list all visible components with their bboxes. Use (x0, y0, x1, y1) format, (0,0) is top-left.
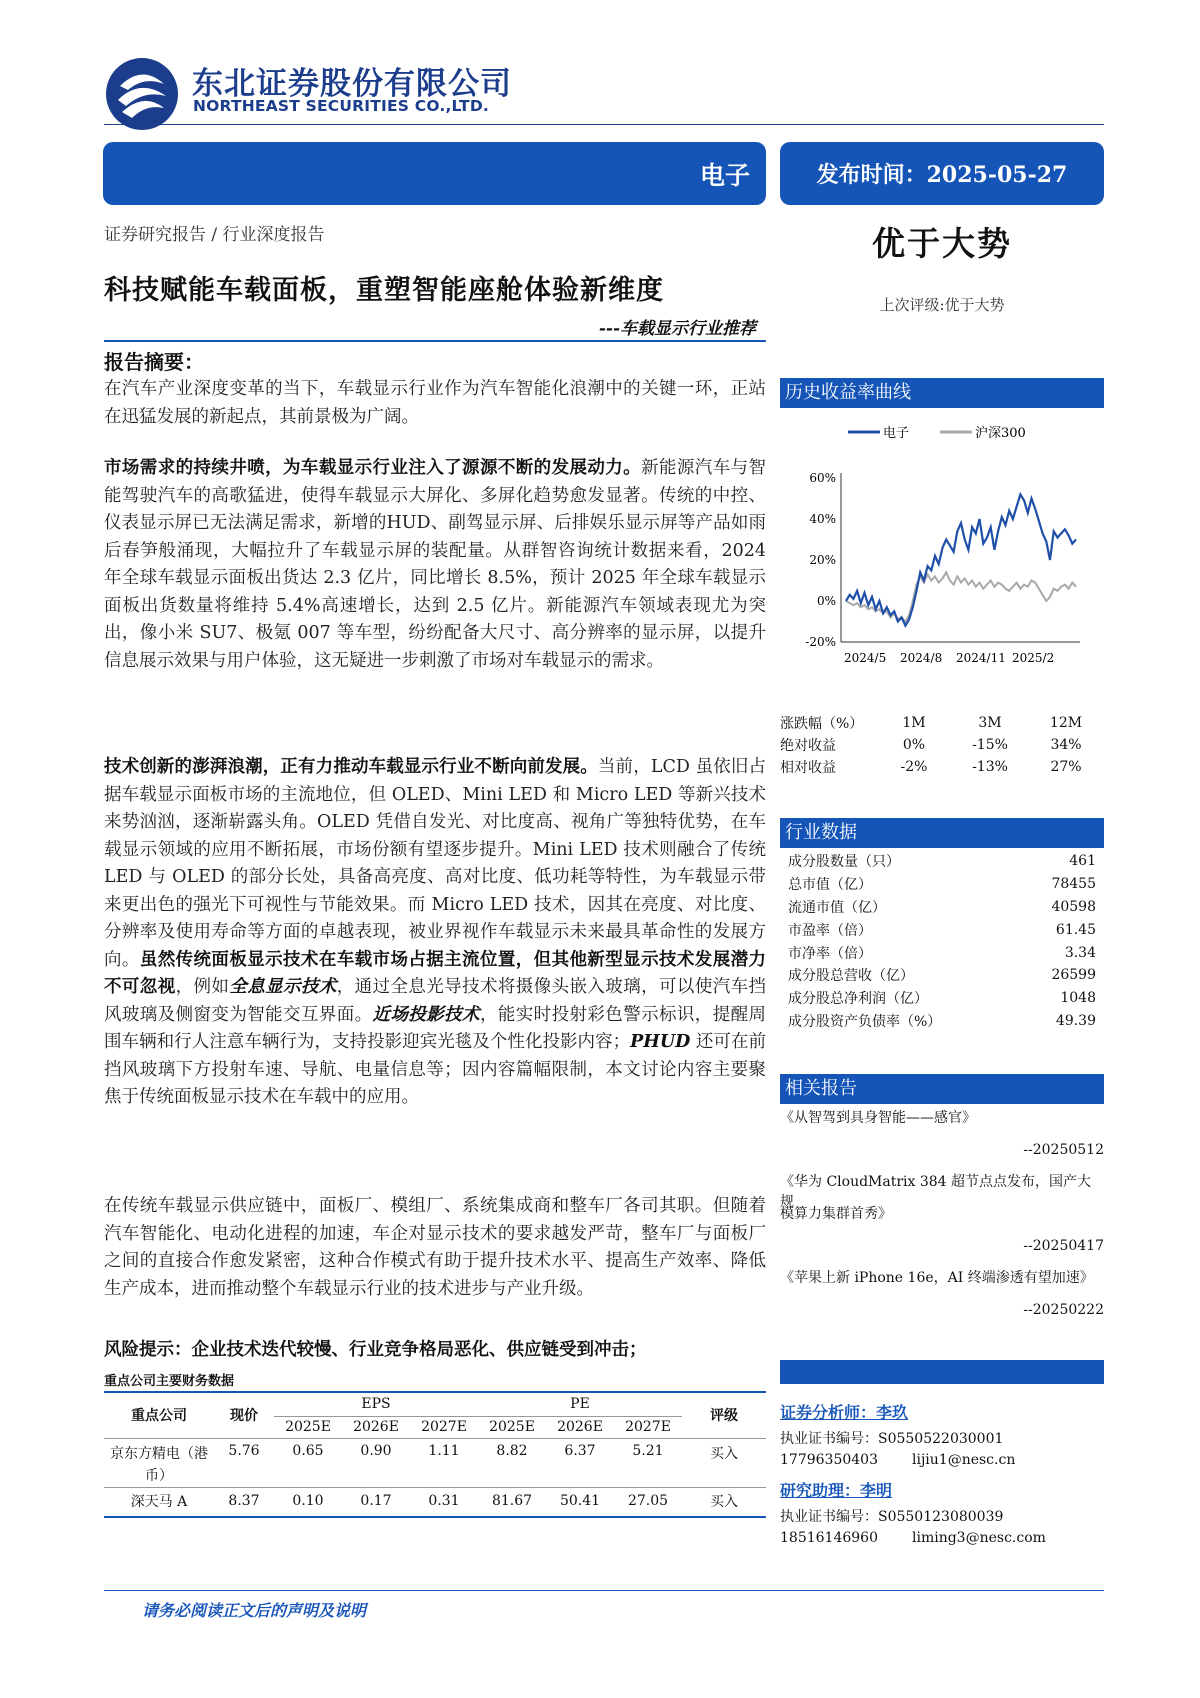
risk-warning: 风险提示：企业技术迭代较慢、行业竞争格局恶化、供应链受到冲击； (104, 1340, 647, 1360)
th-year: 2025E (489, 1419, 535, 1435)
holographic-term: 全息显示技术 (229, 977, 337, 997)
cell-value: 5.21 (614, 1438, 682, 1487)
paragraph-2-body: 新能源汽车与智能驾驶汽车的高歌猛进，使得车载显示大屏化、多屏化趋势愈发显著。传统的中控、仪表显示屏已无法满足需求，新增的HUD、副驾显示屏、后排娱乐显示屏等产品如雨后春笋般涌现，大幅拉升了车载显示屏的装配量。从群智咨询统计数据来看，2024 年全球车载显示面板出货达 2.3 亿片，同比增长 8.5%，预计 2025 年全球车载显示面板出货数量将维持 5.4%高速增长，达到 2.5 亿片。新能源汽车领域表现尤为突出，像小米 SU7、极氪 007 等车型，纷纷配备大尺寸、高分辨率的显示屏，以提升信息展示效果与用户体验，这无疑进一步刺激了市场对车载显示的需求。 (104, 458, 767, 671)
related-report-title-cont[interactable]: 模算力集群首秀》 (780, 1206, 892, 1222)
table-row (780, 712, 1104, 734)
return-chart (780, 418, 1104, 683)
paragraph-3-body-a: 当前，LCD 虽依旧占据车载显示面板市场的主流地位，但 OLED、Mini LED 和 Micro LED 等新兴技术来势汹汹，逐渐崭露头角。OLED 凭借自发光、对比度高、视角广等独特优势，在车载显示领域的应用不断拓展，市场份额有望逐步提升。Mini LED 技术则融合了传统 LED 与 OLED 的部分长处，具备高亮度、高对比度、低功耗等特性，为车载显示带来更出色的强光下可视性与节能效果。而 Micro LED 技术，因其在亮度、对比度、分辨率及使用寿命等方面的卓越表现，被业界视作车载显示未来最具革命性的发展方向。 (104, 757, 767, 970)
ind-label: 市净率（倍） (788, 945, 872, 962)
ind-value: 61.45 (1055, 921, 1096, 938)
phud-term: PHUD (630, 1032, 691, 1052)
sector-banner (103, 142, 766, 205)
y-tick-label: 60% (809, 471, 836, 485)
assistant-cert: 执业证书编号：S0550123080039 (780, 1509, 1004, 1525)
ind-value: 3.34 (1064, 944, 1096, 961)
paragraph-3-bold: 虽然传统面板显示技术在车载市场占据主流位置，但其他新型显示技术发展潜力不可忽视 (104, 949, 767, 997)
cell-company: 深天马 A (104, 1487, 214, 1515)
header-divider (104, 124, 1104, 125)
series-line-electronics (846, 494, 1076, 625)
cell-value: 81.67 (478, 1487, 546, 1515)
ind-value: 49.39 (1055, 1012, 1096, 1029)
ind-label: 市盈率（倍） (788, 922, 872, 939)
y-tick-label: 20% (809, 553, 836, 567)
related-report-date: --20250417 (1023, 1238, 1104, 1254)
sector-label: 电子 (699, 161, 750, 190)
th-year: 2027E (421, 1419, 467, 1435)
ind-value: 40598 (1051, 898, 1096, 915)
performance-table (780, 712, 1104, 778)
y-tick-label: 40% (809, 512, 836, 526)
x-tick-label: 2024/11 (956, 651, 1006, 665)
fin-table-bottom-rule (104, 1516, 766, 1518)
perf-value: -2% (900, 759, 928, 775)
ind-value: 78455 (1051, 876, 1096, 893)
ind-label: 成分股数量（只） (788, 854, 900, 871)
ind-label: 成分股总营收（亿） (788, 968, 914, 985)
paragraph-2-lead: 市场需求的持续井喷，为车载显示行业注入了源源不断的发展动力。 (104, 458, 642, 478)
perf-header: 涨跌幅（%） (780, 716, 864, 732)
y-tick-label: -20% (805, 635, 836, 649)
table-row (780, 734, 1104, 756)
analyst-section-bar (780, 1360, 1104, 1384)
industry-data-table (780, 850, 1104, 1032)
x-tick-label: 2024/5 (844, 651, 887, 665)
company-logo-icon (104, 56, 180, 132)
table-row (780, 850, 1104, 873)
table-row (780, 756, 1104, 778)
cell-value: 1.11 (410, 1438, 478, 1487)
cell-value: 0.65 (274, 1438, 342, 1487)
x-tick-label: 2024/8 (900, 651, 943, 665)
th-eps: EPS (274, 1392, 478, 1416)
company-name-en: NORTHEAST SECURITIES CO.,LTD. (193, 97, 489, 115)
assistant-name: 研究助理：李明 (780, 1481, 893, 1500)
cell-value: 0.17 (342, 1487, 410, 1515)
x-tick-label: 2025/2 (1012, 651, 1055, 665)
title-divider (104, 340, 766, 342)
cell-value: 6.37 (546, 1438, 614, 1487)
publish-date: 发布时间：2025-05-27 (816, 162, 1068, 188)
cell-company: 京东方精电（港币） (104, 1438, 214, 1487)
th-price: 现价 (230, 1407, 258, 1424)
table-row (780, 873, 1104, 896)
table-row (780, 987, 1104, 1010)
table-row (780, 941, 1104, 964)
ind-label: 成分股资产负债率（%） (788, 1013, 942, 1030)
th-company: 重点公司 (131, 1407, 187, 1424)
related-report-title[interactable]: 《从智驾到具身智能——感官》 (780, 1110, 976, 1126)
perf-value: -13% (972, 759, 1008, 775)
ind-label: 总市值（亿） (788, 877, 872, 894)
company-name-cn: 东北证券股份有限公司 (192, 66, 512, 102)
related-report-title[interactable]: 《华为 CloudMatrix 384 超节点点发布，国产大规 (780, 1174, 1092, 1210)
ind-label: 流通市值（亿） (788, 899, 886, 916)
paragraph-3-body-c: ，通过全息光导技术将摄像头嵌入玻璃，可以使汽车挡风玻璃及侧窗变为智能交互界面。 (104, 977, 767, 1025)
cell-rating: 买入 (682, 1487, 766, 1515)
cell-value: 0.90 (342, 1438, 410, 1487)
perf-header: 1M (902, 715, 926, 731)
table-row (780, 918, 1104, 941)
paragraph-3-body-e: 还可在前挡风玻璃下方投射车速、导航、电量信息等；因内容篇幅限制，本文讨论内容主要聚焦于传统面板显示技术在车载中的应用。 (104, 1032, 767, 1107)
cell-price: 5.76 (214, 1438, 274, 1487)
ind-value: 461 (1069, 853, 1096, 870)
legend-label: 沪深300 (975, 426, 1026, 441)
perf-header: 3M (978, 715, 1002, 731)
abstract-paragraph-4: 在传统车载显示供应链中，面板厂、模组厂、系统集成商和整车厂各司其职。但随着汽车智能化、电动化进程的加速，车企对显示技术的要求越发严苛，整车厂与面板厂之间的直接合作愈发紧密，这种合作模式有助于提升技术水平、提高生产效率、降低生产成本，进而推动整个车载显示行业的技术进步与产业升级。 (104, 1196, 766, 1299)
perf-label: 绝对收益 (780, 738, 836, 754)
perf-value: 34% (1050, 737, 1082, 753)
cell-price: 8.37 (214, 1487, 274, 1515)
perf-value: -15% (972, 737, 1008, 753)
ind-value: 26599 (1051, 967, 1096, 984)
analyst-name: 证券分析师：李玖 (780, 1403, 909, 1422)
report-subtitle: ---车载显示行业推荐 (598, 319, 756, 339)
assistant-email[interactable]: liming3@nesc.com (912, 1530, 1046, 1546)
legend-label: 电子 (883, 426, 910, 441)
th-year: 2026E (557, 1419, 603, 1435)
perf-value: 27% (1050, 759, 1082, 775)
near-field-term: 近场投影技术 (372, 1004, 480, 1025)
th-year: 2026E (353, 1419, 399, 1435)
analyst-email[interactable]: lijiu1@nesc.cn (912, 1452, 1016, 1468)
table-row (104, 1438, 766, 1487)
th-year: 2025E (285, 1419, 331, 1435)
table-row (780, 896, 1104, 919)
chart-section-title: 历史收益率曲线 (780, 378, 1104, 408)
cell-value: 8.82 (478, 1438, 546, 1487)
series-line-csi300 (846, 572, 1076, 621)
industry-section-title: 行业数据 (780, 818, 1104, 848)
table-row (780, 964, 1104, 987)
perf-header: 12M (1049, 715, 1083, 731)
paragraph-3-lead: 技术创新的澎湃浪潮，正有力推动车载显示行业不断向前发展。 (104, 757, 598, 777)
perf-value: 0% (902, 737, 926, 753)
abstract-paragraph-2 (104, 455, 766, 675)
related-section-title: 相关报告 (780, 1074, 1104, 1104)
investment-rating: 优于大势 (872, 224, 1012, 263)
related-report-title[interactable]: 《苹果上新 iPhone 16e，AI 终端渗透有望加速》 (780, 1270, 1094, 1286)
disclaimer-note: 请务必阅读正文后的声明及说明 (142, 1601, 367, 1620)
fin-table-title: 重点公司主要财务数据 (104, 1374, 235, 1389)
th-pe: PE (478, 1392, 682, 1416)
cell-rating: 买入 (682, 1438, 766, 1487)
abstract-heading: 报告摘要： (104, 350, 204, 374)
report-title: 科技赋能车载面板，重塑智能座舱体验新维度 (104, 275, 664, 306)
th-year: 2027E (625, 1419, 671, 1435)
table-row (104, 1487, 766, 1515)
related-report-date: --20250512 (1023, 1142, 1104, 1158)
analyst-cert: 执业证书编号：S0550522030001 (780, 1431, 1004, 1447)
th-rating: 评级 (710, 1407, 738, 1424)
abstract-paragraph-3 (104, 754, 766, 1112)
paragraph-3-body-b: ，例如 (175, 977, 230, 997)
ind-label: 成分股总净利润（亿） (788, 991, 928, 1008)
fin-table (104, 1392, 766, 1515)
cell-value: 0.10 (274, 1487, 342, 1515)
previous-rating: 上次评级:优于大势 (879, 296, 1005, 314)
cell-value: 0.31 (410, 1487, 478, 1515)
assistant-phone: 18516146960 (780, 1530, 878, 1546)
footer-divider (104, 1590, 1104, 1591)
date-banner (780, 142, 1104, 205)
cell-value: 50.41 (546, 1487, 614, 1515)
table-row (780, 1010, 1104, 1033)
y-tick-label: 0% (816, 594, 836, 608)
paragraph-3-body-d: ，能实时投射彩色警示标识，提醒周围车辆和行人注意车辆行为，支持投影迎宾光毯及个性化投影内容； (104, 1004, 767, 1052)
related-report-date: --20250222 (1023, 1302, 1104, 1318)
cell-value: 27.05 (614, 1487, 682, 1515)
perf-label: 相对收益 (780, 760, 836, 776)
abstract-paragraph-1: 在汽车产业深度变革的当下，车载显示行业作为汽车智能化浪潮中的关键一环，正站在迅猛发展的新起点，其前景极为广阔。 (104, 379, 766, 427)
analyst-phone: 17796350403 (780, 1452, 878, 1468)
ind-value: 1048 (1060, 990, 1096, 1007)
report-type: 证券研究报告 / 行业深度报告 (104, 225, 325, 245)
